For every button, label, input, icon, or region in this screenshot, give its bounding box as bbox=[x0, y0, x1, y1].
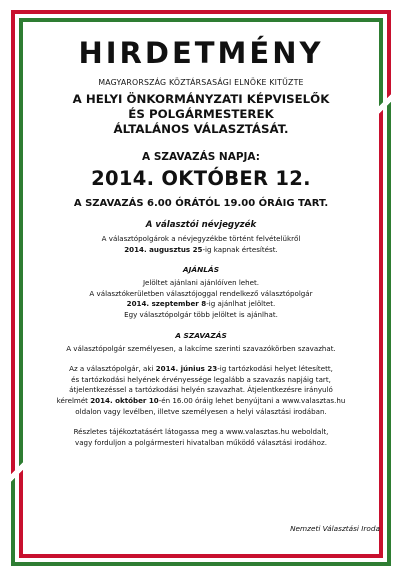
headline-line: ÁLTALÁNOS VÁLASZTÁSÁT. bbox=[113, 122, 289, 136]
notice-content bbox=[24, 26, 378, 458]
vote-date: 2014. OKTÓBER 12. bbox=[91, 167, 311, 190]
register-line: -ig kapnak értesítést. bbox=[202, 244, 278, 254]
voting-text: Az a választópolgár, aki bbox=[69, 364, 156, 374]
nomination-line: -ig ajánlhat jelöltet. bbox=[206, 299, 276, 309]
voting-text: vagy forduljon a polgármesteri hivatalban működő választási irodához. bbox=[75, 437, 327, 447]
nomination-paragraph bbox=[24, 278, 378, 320]
headline-line: ÉS POLGÁRMESTEREK bbox=[128, 107, 274, 121]
residence-deadline: 2014. június 23 bbox=[155, 364, 218, 374]
voting-section-title: A SZAVAZÁS bbox=[175, 330, 227, 340]
nomination-section-title: AJÁNLÁS bbox=[182, 265, 220, 275]
headline-line: A HELYI ÖNKORMÁNYZATI KÉPVISELŐK bbox=[72, 92, 330, 106]
nomination-line: Egy választópolgár több jelöltet is ajánlhat. bbox=[124, 309, 278, 319]
register-deadline: 2014. augusztus 25 bbox=[124, 244, 203, 254]
vote-day-label: A SZAVAZÁS NAPJA: bbox=[142, 151, 260, 163]
register-section-title: A választói névjegyzék bbox=[145, 220, 257, 230]
nomination-line: A választókerületben választójoggal rendelkező választópolgár bbox=[89, 288, 313, 298]
voting-paragraph-1: A választópolgár személyesen, a lakcíme szerinti szavazókörben szavazhat. bbox=[66, 343, 336, 353]
issuer-signature: Nemzeti Választási Iroda bbox=[290, 524, 380, 533]
voting-text: -én 16.00 óráig lehet benyújtani a www.valasztas.hu bbox=[158, 395, 346, 405]
voting-text: kérelmét bbox=[56, 395, 91, 405]
transfer-deadline: 2014. október 10 bbox=[90, 395, 159, 405]
voting-paragraph-3 bbox=[24, 427, 378, 448]
voting-text: -ig tartózkodási helyet létesített, bbox=[217, 364, 333, 374]
notice-subtitle: MAGYARORSZÁG KÖZTÁRSASÁGI ELNÖKE KITŰZTE bbox=[98, 78, 304, 87]
voting-text: oldalon vagy levélben, illetve személyesen a helyi választási irodában. bbox=[75, 406, 327, 416]
voting-paragraph-2 bbox=[24, 364, 378, 417]
register-paragraph bbox=[24, 234, 378, 255]
nomination-line: Jelöltet ajánlani ajánlóíven lehet. bbox=[142, 278, 260, 288]
voting-text: és tartózkodási helyének érvényessége legalább a szavazás napjáig tart, bbox=[71, 374, 331, 384]
register-line: A választópolgárok a névjegyzékbe történt felvételükről bbox=[101, 234, 301, 243]
election-headline bbox=[24, 92, 378, 137]
voting-text: Részletes tájékoztatásért látogassa meg a www.valasztas.hu weboldalt, bbox=[73, 427, 329, 437]
nomination-deadline: 2014. szeptember 8 bbox=[126, 299, 207, 309]
vote-hours: A SZAVAZÁS 6.00 ÓRÁTÓL 19.00 ÓRÁIG TART. bbox=[73, 198, 329, 209]
voting-text: átjelentkezéssel a tartózkodási helyén szavazhat. Átjelentkezésre irányuló bbox=[69, 385, 333, 395]
notice-title: HIRDETMÉNY bbox=[78, 36, 324, 70]
